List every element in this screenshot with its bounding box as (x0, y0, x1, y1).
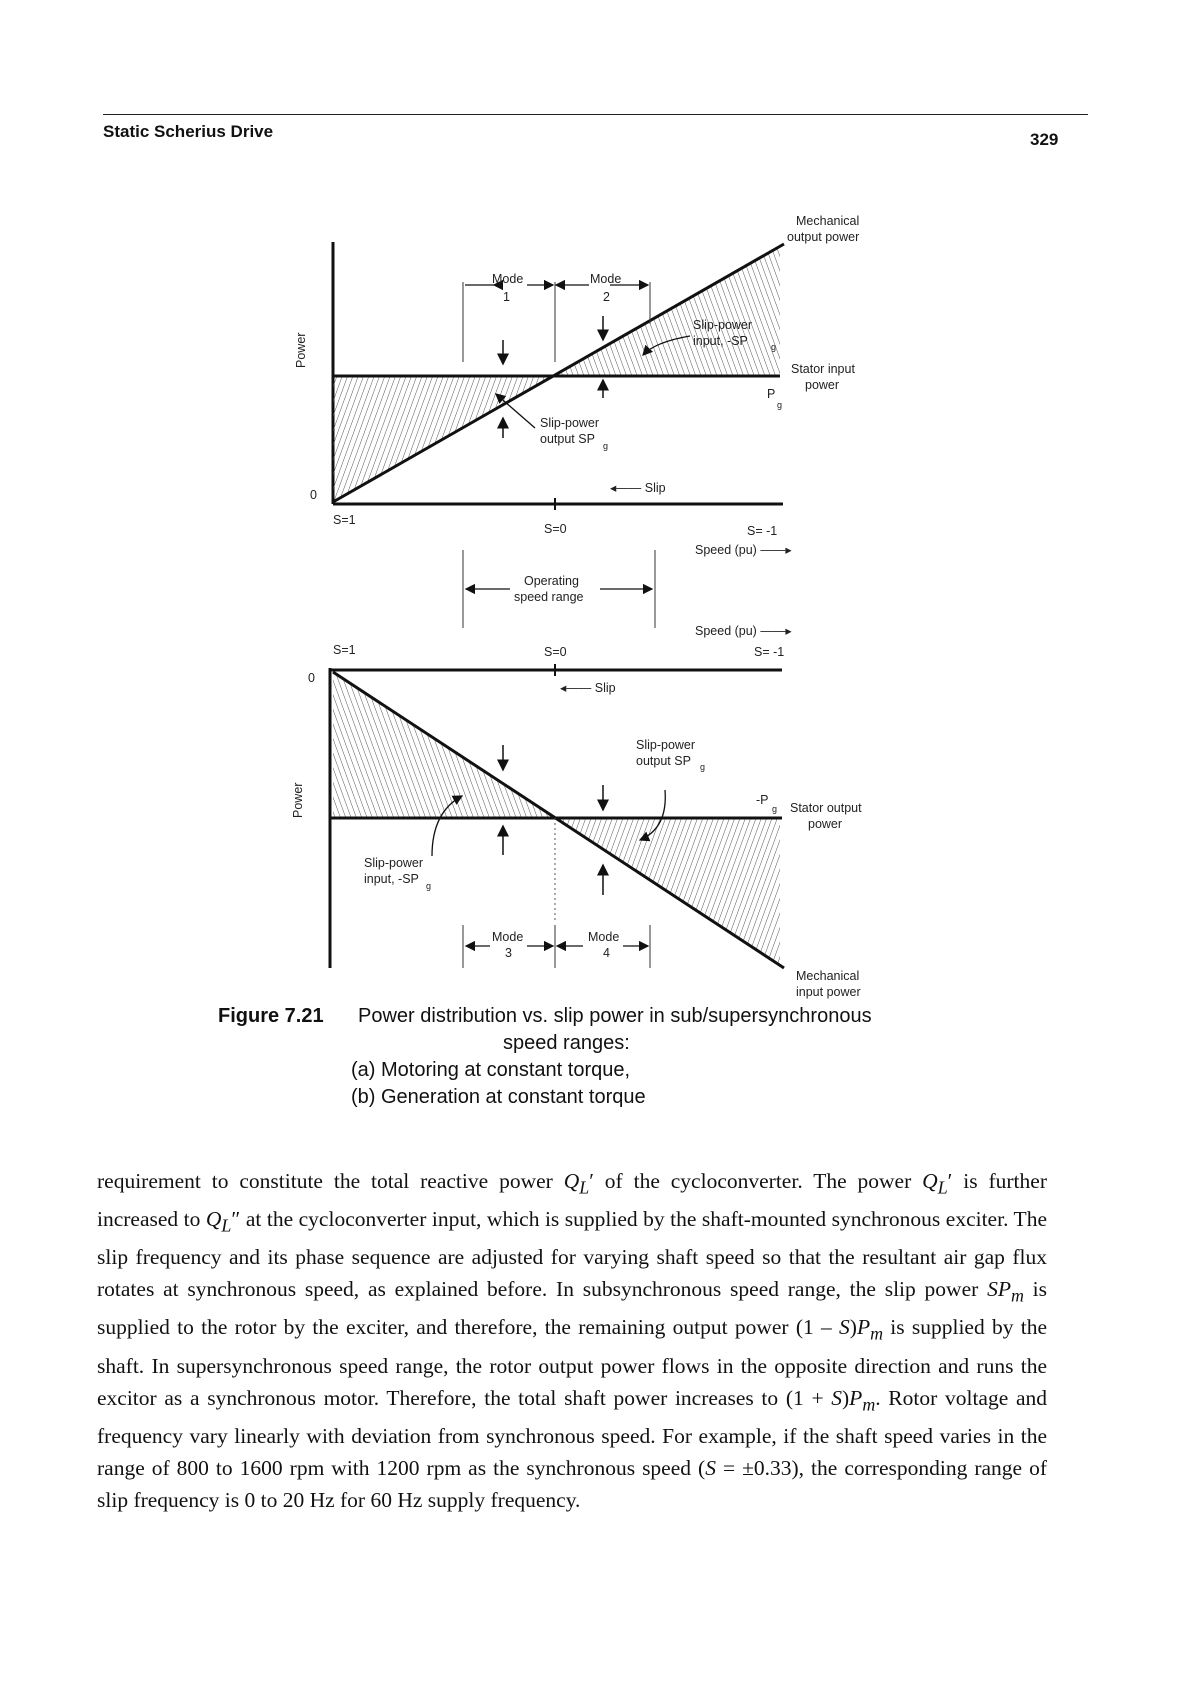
bottom-mode3-label: Mode (492, 930, 524, 944)
math-q: Q (205, 1206, 222, 1231)
bottom-s1-label: S=1 (333, 643, 356, 657)
math-sub-m: m (862, 1393, 876, 1414)
body-text-run: is further increased to (97, 1168, 1047, 1231)
bottom-sm1-label: S= -1 (754, 645, 785, 659)
body-text-run: requirement to constitute the total reactive power (97, 1168, 564, 1193)
bottom-slip-output-label-2: output SP (636, 754, 691, 768)
top-mode1-label: Mode (492, 272, 524, 286)
top-mechanical-output-label-2: output power (787, 230, 860, 244)
top-zero-label: 0 (310, 488, 317, 502)
math-sp: SP (987, 1277, 1011, 1302)
bottom-neg-pg-sub: g (772, 804, 778, 814)
math-q: Q (922, 1168, 938, 1193)
operating-speed-range (463, 550, 655, 628)
math-s: S (839, 1315, 850, 1340)
math-sub-l: L (221, 1215, 232, 1236)
operating-range-label-1: Operating (524, 574, 579, 588)
bottom-zero-label: 0 (308, 671, 315, 685)
math-double-prime: ″ (231, 1206, 241, 1231)
bottom-slip-input-label-1: Slip-power (364, 856, 424, 870)
math-prime: ′ (589, 1168, 594, 1193)
bottom-stator-output-label-2: power (808, 817, 843, 831)
math-s: S (831, 1385, 842, 1410)
top-pg-label: P (767, 387, 776, 401)
top-mode1-number: 1 (503, 290, 510, 304)
top-stator-input-label-2: power (805, 378, 840, 392)
top-slip-input-label-2: input, -SP (693, 334, 748, 348)
body-text-run: . Rotor voltage and frequency vary linearly with deviation from synchronous speed. For example, if the shaft speed varies in the range of 800 to 1600 rpm with 1200 rpm as the synchronous speed ( (97, 1385, 1047, 1480)
body-text-run: = ±0.33), the corresponding range of slip frequency is 0 to 20 Hz for 60 Hz supply frequency. (97, 1455, 1047, 1512)
bottom-mode4-label: Mode (588, 930, 620, 944)
bottom-neg-pg-label: -P (756, 793, 769, 807)
top-s1-label: S=1 (333, 513, 356, 527)
math-q: Q (563, 1168, 580, 1193)
bottom-speed-label: Speed (pu) ——▸ (695, 624, 792, 638)
math-prime: ′ (947, 1168, 953, 1193)
running-head: Static Scherius Drive (103, 122, 274, 141)
top-mode2-number: 2 (603, 290, 610, 304)
bottom-slip-input-label-2: input, -SP (364, 872, 419, 886)
caption-text (358, 1003, 978, 1057)
top-slip-input-sub: g (771, 342, 777, 352)
math-p: P (856, 1315, 871, 1340)
bottom-power-axis-label: Power (291, 782, 305, 818)
top-mechanical-output-label-1: Mechanical (796, 214, 860, 228)
bottom-stator-output-label-1: Stator output (790, 801, 862, 815)
math-sub-l: L (579, 1176, 590, 1197)
plot-motoring (294, 214, 859, 557)
top-slip-output-label-2: output SP (540, 432, 595, 446)
body-text-run: at the cycloconverter input, which is supplied by the shaft-mounted synchronous exciter. The slip frequency and its phase sequence are adjusted for varying shaft speed so that the resultant air gap flux rotates at synchronous speed, as explained before. In subsynchronous speed range, the slip power (97, 1206, 1047, 1302)
bottom-mechanical-input-label-2: input power (796, 985, 861, 999)
top-slip-output-label-1: Slip-power (540, 416, 600, 430)
top-slip-label: ◂—— Slip (610, 481, 666, 495)
caption-line-2: speed ranges: (503, 1032, 630, 1054)
bottom-mode3-number: 3 (505, 946, 512, 960)
math-paren: ) (842, 1385, 850, 1410)
top-power-axis-label: Power (294, 332, 308, 368)
caption-line-1: Power distribution vs. slip power in sub/supersynchronous (358, 1005, 872, 1027)
body-text-run: is supplied to the rotor by the exciter, and therefore, the remaining output power (1 – (97, 1277, 1048, 1340)
caption-item-b: (b) Generation at constant torque (351, 1086, 646, 1108)
math-sub-m: m (1010, 1285, 1024, 1306)
bottom-mode4-number: 4 (603, 946, 610, 960)
top-slip-input-label-1: Slip-power (693, 318, 753, 332)
caption-item-a: (a) Motoring at constant torque, (351, 1059, 631, 1081)
figure-label: Figure 7.21 (218, 1005, 324, 1027)
plot-generation (291, 624, 862, 999)
math-p: P (849, 1385, 863, 1410)
top-sm1-label: S= -1 (747, 524, 778, 538)
bottom-mechanical-input-label-1: Mechanical (796, 969, 860, 983)
math-sub-l: L (937, 1176, 948, 1197)
bottom-slip-output-sub: g (700, 762, 706, 772)
math-paren: ) (849, 1315, 857, 1340)
top-slip-output-sub: g (603, 441, 609, 451)
body-paragraph (97, 1165, 1047, 1516)
top-speed-label: Speed (pu) ——▸ (695, 543, 792, 557)
top-stator-input-label-1: Stator input (791, 362, 855, 376)
top-pg-sub: g (777, 400, 783, 410)
bottom-slip-input-sub: g (426, 881, 432, 891)
body-text-run: is supplied by the shaft. In supersynchronous speed range, the rotor output power flows in the opposite direction and runs the excitor as a synchronous motor. Therefore, the total shaft power increases to (1 + (97, 1315, 1048, 1410)
body-text-run: of the cycloconverter. The power (593, 1168, 923, 1193)
top-mode2-label: Mode (590, 272, 622, 286)
math-s: S (705, 1455, 716, 1480)
operating-range-label-2: speed range (514, 590, 584, 604)
top-s0-label: S=0 (544, 522, 567, 536)
bottom-s0-label: S=0 (544, 645, 567, 659)
page-number: 329 (1030, 130, 1059, 149)
bottom-slip-label: ◂—— Slip (560, 681, 616, 695)
math-sub-m: m (870, 1323, 884, 1344)
bottom-slip-output-label-1: Slip-power (636, 738, 696, 752)
